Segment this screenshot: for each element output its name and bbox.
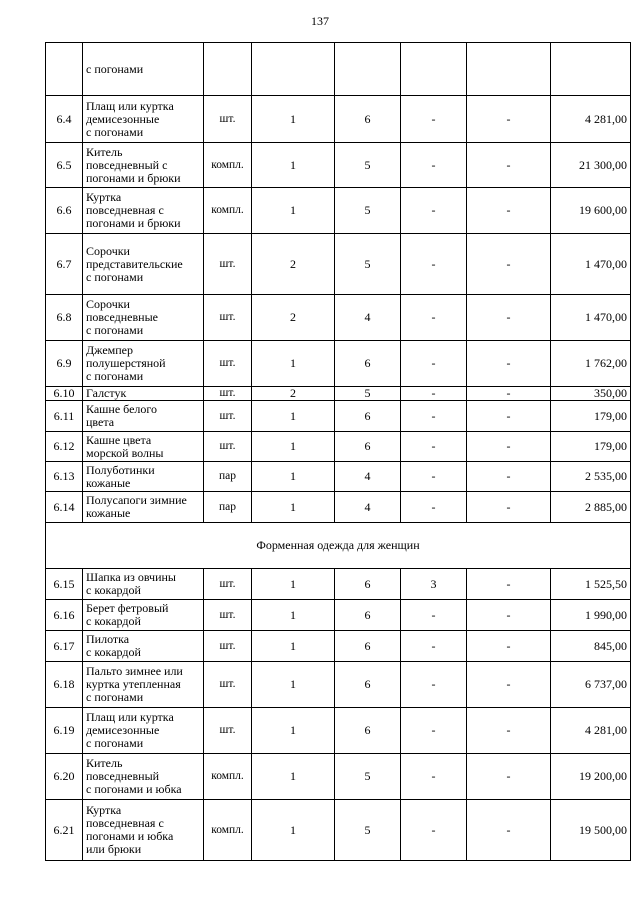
cell-term: 6 [335, 662, 401, 708]
item-name-line: повседневный [86, 769, 160, 783]
cell-extra: - [401, 387, 467, 401]
cell-extra2: - [467, 754, 551, 800]
cell-extra2: - [467, 401, 551, 432]
cell-name [83, 462, 204, 492]
cell-unit: пар [204, 492, 252, 523]
table-row [46, 754, 631, 800]
cell-price: 1 525,50 [551, 569, 631, 600]
table-row [46, 800, 631, 861]
item-name-line: с кокардой [86, 645, 141, 659]
item-name-line: повседневные [86, 310, 158, 324]
item-name-line: с погонами и юбка [86, 782, 182, 796]
item-name-line: или брюки [86, 842, 142, 856]
item-name-line: с погонами [86, 269, 144, 284]
cell-num: 6.4 [46, 96, 83, 143]
cell-num: 6.5 [46, 143, 83, 188]
item-name-line: с кокардой [86, 614, 141, 628]
cell-extra: - [401, 401, 467, 432]
cell-price: 1 470,00 [551, 295, 631, 341]
cell-term: 5 [335, 143, 401, 188]
cell-name [83, 800, 204, 861]
cell-extra: - [401, 631, 467, 662]
cell-extra: - [401, 432, 467, 462]
cell-num: 6.16 [46, 600, 83, 631]
cell-qty: 1 [252, 492, 335, 523]
cell-term: 6 [335, 631, 401, 662]
item-name-line: Китель [86, 756, 123, 770]
table-row [46, 295, 631, 341]
cell-qty: 1 [252, 754, 335, 800]
cell-term: 5 [335, 387, 401, 401]
item-name-line: полушерстяной [86, 356, 166, 370]
cell-num: 6.19 [46, 708, 83, 754]
cell-num: 6.17 [46, 631, 83, 662]
cell-qty: 1 [252, 462, 335, 492]
cell-qty: 1 [252, 341, 335, 387]
table-row [46, 708, 631, 754]
cell-qty: 1 [252, 569, 335, 600]
cell-price: 19 200,00 [551, 754, 631, 800]
cell-price: 4 281,00 [551, 96, 631, 143]
table-row [46, 432, 631, 462]
table-row [46, 143, 631, 188]
item-name-line: с погонами [86, 736, 144, 750]
cell-name [83, 600, 204, 631]
cell-term: 6 [335, 600, 401, 631]
cell-unit: шт. [204, 96, 252, 143]
table-row [46, 462, 631, 492]
cell-unit: шт. [204, 295, 252, 341]
item-name-line: Сорочки [86, 243, 130, 258]
cell-qty: 1 [252, 662, 335, 708]
table-row-continuation [46, 43, 631, 96]
cell-price: 350,00 [551, 387, 631, 401]
table-row [46, 387, 631, 401]
cell-extra2: - [467, 295, 551, 341]
cell-extra2: - [467, 188, 551, 234]
cell-term: 6 [335, 341, 401, 387]
item-name-line: с погонами [86, 690, 144, 704]
cell-unit: компл. [204, 188, 252, 234]
item-name-line: Куртка [86, 803, 122, 817]
cell-extra2: - [467, 569, 551, 600]
item-name-line: Пилотка [86, 632, 130, 646]
item-name-line: повседневная с [86, 203, 164, 217]
item-name-line: кожаные [86, 475, 131, 490]
cell-price: 1 470,00 [551, 234, 631, 295]
cell-price: 179,00 [551, 432, 631, 462]
cell-extra [401, 43, 467, 96]
cell-extra2: - [467, 341, 551, 387]
cell-price: 19 600,00 [551, 188, 631, 234]
table-row [46, 569, 631, 600]
cell-extra2: - [467, 96, 551, 143]
table-row [46, 600, 631, 631]
item-name-line: Куртка [86, 190, 122, 204]
cell-extra: - [401, 800, 467, 861]
cell-price: 21 300,00 [551, 143, 631, 188]
item-name-line: погонами и брюки [86, 170, 181, 185]
cell-unit: компл. [204, 800, 252, 861]
cell-name [83, 341, 204, 387]
cell-price: 1 990,00 [551, 600, 631, 631]
cell-unit [204, 43, 252, 96]
cell-num: 6.14 [46, 492, 83, 523]
table-row [46, 492, 631, 523]
cell-name [83, 492, 204, 523]
cell-extra: - [401, 295, 467, 341]
cell-num: 6.10 [46, 387, 83, 401]
cell-term: 5 [335, 188, 401, 234]
cell-extra: - [401, 708, 467, 754]
cell-extra2: - [467, 462, 551, 492]
cell-name [83, 387, 204, 401]
table-row [46, 188, 631, 234]
uniform-table [45, 42, 631, 861]
cell-unit: шт. [204, 662, 252, 708]
cell-num: 6.7 [46, 234, 83, 295]
cell-qty: 1 [252, 800, 335, 861]
item-name-line: с погонами [86, 124, 144, 139]
cell-num: 6.8 [46, 295, 83, 341]
item-name-line: повседневный с [86, 157, 168, 172]
item-name-line: морской волны [86, 445, 164, 460]
item-name-line: погонами и брюки [86, 216, 181, 230]
item-name-line: погонами и юбка [86, 829, 174, 843]
cell-term: 6 [335, 401, 401, 432]
cell-num: 6.12 [46, 432, 83, 462]
cell-name [83, 295, 204, 341]
cell-num [46, 43, 83, 96]
cell-term: 6 [335, 432, 401, 462]
cell-num: 6.11 [46, 401, 83, 432]
cell-name [83, 401, 204, 432]
item-name-line: с погонами [86, 369, 144, 383]
table-row [46, 341, 631, 387]
item-name-line: Полусапоги зимние [86, 493, 187, 507]
cell-term: 5 [335, 754, 401, 800]
cell-price: 2 885,00 [551, 492, 631, 523]
cell-qty: 1 [252, 96, 335, 143]
cell-term: 6 [335, 569, 401, 600]
cell-unit: шт. [204, 341, 252, 387]
cell-extra2: - [467, 492, 551, 523]
cell-num: 6.21 [46, 800, 83, 861]
item-name-line: Кашне белого [86, 402, 158, 416]
item-name-line: Шапка из овчины [86, 570, 176, 584]
cell-num: 6.20 [46, 754, 83, 800]
cell-extra: - [401, 341, 467, 387]
table-row [46, 234, 631, 295]
section-row [46, 523, 631, 569]
cell-num: 6.9 [46, 341, 83, 387]
cell-qty [252, 43, 335, 96]
cell-extra2: - [467, 800, 551, 861]
item-name-line: представительские [86, 256, 183, 271]
cell-extra2: - [467, 234, 551, 295]
cell-price: 179,00 [551, 401, 631, 432]
cell-term: 4 [335, 295, 401, 341]
cell-qty: 1 [252, 631, 335, 662]
page-number: 137 [311, 14, 329, 28]
table-row [46, 631, 631, 662]
cell-extra2 [467, 43, 551, 96]
cell-qty: 2 [252, 295, 335, 341]
cell-extra: - [401, 754, 467, 800]
cell-price: 2 535,00 [551, 462, 631, 492]
item-name-line: демисезонные [86, 723, 160, 737]
cell-qty: 1 [252, 143, 335, 188]
cell-term: 6 [335, 96, 401, 143]
item-name-line: повседневная с [86, 816, 164, 830]
item-name-line: Китель [86, 144, 123, 159]
cell-unit: шт. [204, 708, 252, 754]
cell-extra2: - [467, 143, 551, 188]
cell-term: 4 [335, 492, 401, 523]
item-name-line: Пальто зимнее или [86, 664, 183, 678]
section-title: Форменная одежда для женщин [46, 523, 631, 569]
cell-num: 6.18 [46, 662, 83, 708]
item-name-line: кожаные [86, 506, 131, 520]
cell-extra: 3 [401, 569, 467, 600]
cell-unit: компл. [204, 754, 252, 800]
cell-name [83, 662, 204, 708]
cell-unit: шт. [204, 387, 252, 401]
cell-price [551, 43, 631, 96]
cell-extra: - [401, 492, 467, 523]
cell-name [83, 708, 204, 754]
cell-price: 6 737,00 [551, 662, 631, 708]
cell-unit: шт. [204, 569, 252, 600]
cell-unit: шт. [204, 600, 252, 631]
cell-unit: шт. [204, 234, 252, 295]
cell-name [83, 432, 204, 462]
table-body [46, 43, 631, 861]
cell-extra: - [401, 96, 467, 143]
cell-price: 19 500,00 [551, 800, 631, 861]
cell-extra2: - [467, 432, 551, 462]
cell-price: 1 762,00 [551, 341, 631, 387]
cell-extra: - [401, 143, 467, 188]
cell-name [83, 754, 204, 800]
cell-extra: - [401, 188, 467, 234]
item-name-line: Полуботинки [86, 462, 155, 477]
cell-extra: - [401, 234, 467, 295]
cell-num: 6.13 [46, 462, 83, 492]
item-name-line: демисезонные [86, 111, 160, 126]
cell-num: 6.15 [46, 569, 83, 600]
cell-unit: компл. [204, 143, 252, 188]
cell-name [83, 188, 204, 234]
cell-extra2: - [467, 662, 551, 708]
item-name-line: цвета [86, 415, 115, 429]
item-name-line: с кокардой [86, 583, 141, 597]
cell-term: 4 [335, 462, 401, 492]
item-name-line: Сорочки [86, 297, 130, 311]
cell-num: 6.6 [46, 188, 83, 234]
table-row [46, 401, 631, 432]
cell-term: 5 [335, 800, 401, 861]
cell-name [83, 569, 204, 600]
cell-term [335, 43, 401, 96]
cell-unit: пар [204, 462, 252, 492]
cell-qty: 2 [252, 387, 335, 401]
cell-unit: шт. [204, 432, 252, 462]
cell-price: 4 281,00 [551, 708, 631, 754]
cell-term: 5 [335, 234, 401, 295]
cell-unit: шт. [204, 401, 252, 432]
cell-term: 6 [335, 708, 401, 754]
cell-unit: шт. [204, 631, 252, 662]
item-name-line: Берет фетровый [86, 601, 169, 615]
cell-name [83, 43, 204, 96]
item-name-line: Джемпер [86, 343, 133, 357]
cell-name [83, 143, 204, 188]
cell-extra2: - [467, 708, 551, 754]
cell-extra: - [401, 462, 467, 492]
cell-extra: - [401, 600, 467, 631]
cell-qty: 1 [252, 188, 335, 234]
cell-price: 845,00 [551, 631, 631, 662]
cell-qty: 1 [252, 600, 335, 631]
item-name-line: с погонами [86, 61, 144, 76]
cell-name [83, 631, 204, 662]
cell-extra2: - [467, 600, 551, 631]
table-row [46, 96, 631, 143]
item-name-line: куртка утепленная [86, 677, 181, 691]
item-name-line: Кашне цвета [86, 432, 152, 447]
item-name-line: Плащ или куртка [86, 710, 174, 724]
item-name-line: с погонами [86, 323, 144, 337]
cell-name [83, 96, 204, 143]
cell-qty: 1 [252, 401, 335, 432]
cell-qty: 2 [252, 234, 335, 295]
cell-qty: 1 [252, 708, 335, 754]
cell-qty: 1 [252, 432, 335, 462]
cell-name [83, 234, 204, 295]
cell-extra2: - [467, 387, 551, 401]
item-name-line: Галстук [86, 386, 127, 400]
cell-extra: - [401, 662, 467, 708]
table-row [46, 662, 631, 708]
cell-extra2: - [467, 631, 551, 662]
item-name-line: Плащ или куртка [86, 98, 174, 113]
